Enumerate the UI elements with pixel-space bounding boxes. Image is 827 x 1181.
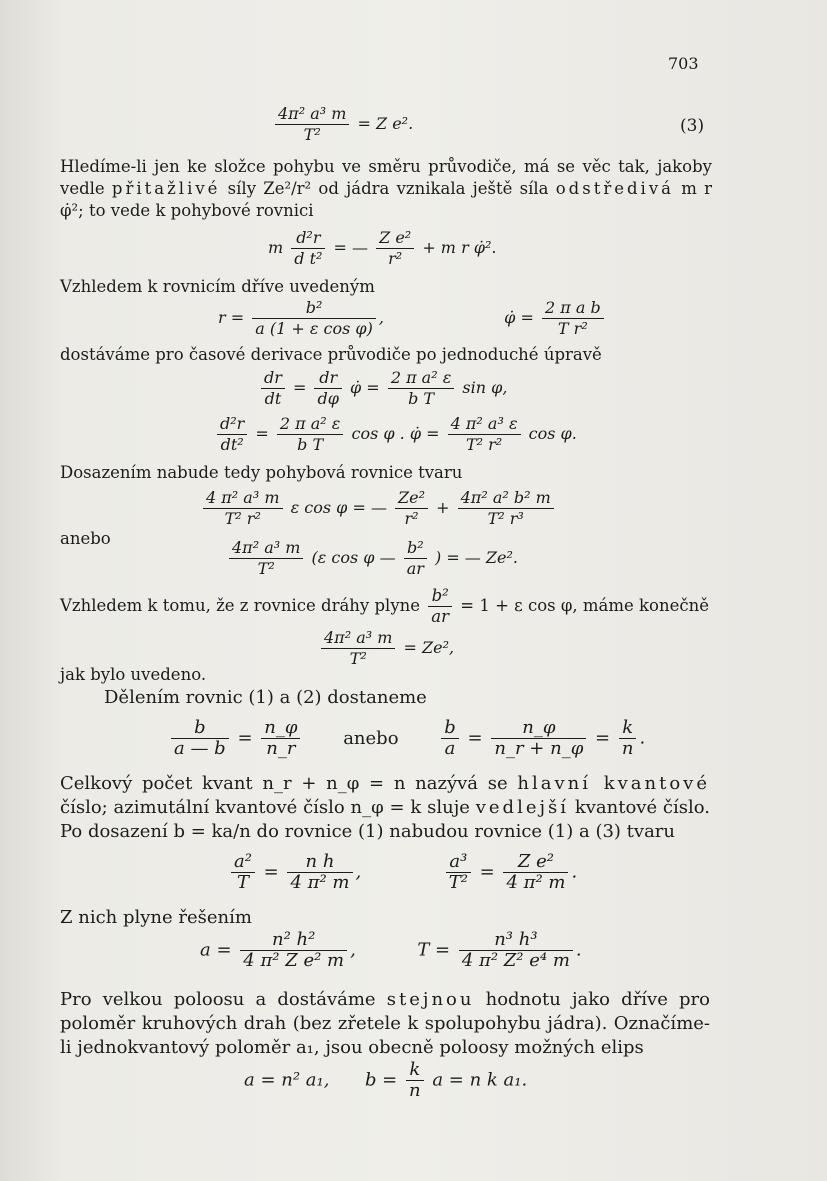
paragraph-8 — [60, 772, 710, 844]
eqt-num3: a³ — [446, 852, 471, 873]
eqsol-den1: 4 π² Z e² m — [243, 950, 345, 971]
eqt-num1: a² — [231, 852, 255, 873]
p1-text-b: síly Ze²/r² od jádra vznikala ještě síla — [220, 179, 556, 198]
eqdiv-eq2: = — [467, 727, 483, 749]
eqdr-num2: dr — [314, 368, 341, 389]
p1-emph-a: přitažlivé — [111, 179, 221, 198]
eqm-rhs: + m r φ̇². — [422, 238, 497, 257]
eqdr-num1: dr — [261, 368, 285, 389]
p1-emph-b: odstředivá — [555, 179, 674, 198]
eqdr-den1: dt — [264, 389, 282, 408]
eqdiv-num5: k — [619, 718, 637, 739]
equation-solution — [200, 930, 582, 971]
eqsol-num1: n² h² — [240, 930, 347, 951]
equation-3 — [272, 104, 413, 145]
p1-text-c: m r φ̇²; to vede k pohybové rovnici — [60, 179, 712, 220]
eqa-den2: r² — [404, 509, 419, 528]
equation-final — [244, 1060, 527, 1101]
eqr-comma: , — [378, 308, 384, 327]
eqc-den: T² — [349, 649, 367, 668]
eqa-num1: 4 π² a³ m — [203, 488, 283, 509]
eq3-num: 4π² a³ m — [275, 104, 349, 125]
p5-text-a: Vzhledem k tomu, že z rovnice dráhy plyne — [60, 596, 421, 615]
eqdiv-anebo: anebo — [343, 727, 399, 749]
eqb-paren-b: ) — [434, 548, 442, 567]
eqdiv-num3: b — [441, 718, 459, 739]
eqb-num1: 4π² a³ m — [229, 538, 303, 559]
eqdr-num3: 2 π a² ε — [388, 368, 455, 389]
eqsol-num2: n³ h³ — [459, 930, 573, 951]
equation-div — [168, 718, 645, 759]
eqc-num: 4π² a³ m — [321, 628, 395, 649]
eqa-mid: ε cos φ = — — [290, 498, 387, 517]
eqd2r-mid: cos φ . φ̇ = — [351, 424, 440, 443]
eqr-lhs2: φ̇ = — [504, 308, 534, 327]
eqb-paren-a: (ε cos φ — — [311, 548, 396, 567]
paragraph-9: Z nich plyne řešením — [60, 907, 252, 928]
p10-text-a: Pro velkou poloosu a dostáváme — [60, 989, 387, 1010]
eqm-num: d²r — [291, 228, 325, 249]
p8-text-c: kvantové číslo. Po dosazení b = ka/n do rovnice (1) nabudou rovnice (1) a (3) tvaru — [60, 797, 710, 842]
eqsol-end: . — [575, 939, 582, 961]
eqdiv-den4: n_r + n_φ — [494, 738, 584, 759]
eqd2r-rhs: cos φ. — [528, 424, 577, 443]
p5-num: b² — [428, 586, 452, 607]
equation-motion — [268, 228, 497, 269]
equation-b — [226, 538, 518, 579]
paragraph-5 — [60, 586, 712, 627]
eqr-num2: 2 π a b — [542, 298, 604, 319]
paragraph-3: dostáváme pro časové derivace průvodiče po jednoduché úpravě — [60, 345, 602, 364]
eqm-den: d t² — [294, 249, 323, 268]
eqt-den1: T — [236, 872, 249, 893]
paragraph-1 — [60, 156, 712, 222]
paragraph-4: Dosazením nabude tedy pohybová rovnice tvaru — [60, 463, 463, 482]
p5-text-b: = 1 + ε cos φ, máme konečně — [460, 596, 709, 615]
eqf-lhs1: a = n² a₁, — [244, 1069, 330, 1091]
anebo-label: anebo — [60, 529, 111, 548]
paragraph-10 — [60, 988, 710, 1060]
eqd2r-den1: dt² — [220, 435, 244, 454]
eqf-lhs2: b = — [364, 1069, 398, 1091]
equation-t: $\frac{\text{a²}}{T}$ = $\frac{\text{n h}}{\text{4 π² m}}$ , $\frac{\text{a³}}{\text{T²}}$ = $\frac{\text{Z e²}}{\text{4 π² m}}$ . — [228, 852, 577, 893]
p1-text-a: Hledíme-li jen ke složce pohybu ve směru průvodiče, má se věc tak, jakoby vedle — [60, 157, 712, 198]
eqt-end: . — [571, 861, 578, 883]
eqm-den2: r² — [388, 249, 403, 268]
eqdiv-num2: n_φ — [261, 718, 300, 739]
eqdiv-end: . — [639, 727, 646, 749]
eqdiv-den3: a — [444, 738, 456, 759]
eqm-num2: Z e² — [376, 228, 414, 249]
eqb-rhs: = — Ze². — [446, 548, 518, 567]
equation-c — [318, 628, 454, 669]
eqf-den: n — [409, 1080, 421, 1101]
p8-emph-a: hlavní kvantové — [517, 773, 710, 794]
eqd2r-den2: b T — [297, 435, 324, 454]
eqdr-rhs: sin φ, — [462, 378, 508, 397]
paragraph-2: Vzhledem k rovnicím dříve uvedeným — [60, 277, 375, 296]
eqa-plus: + — [436, 498, 450, 517]
eq3-den: T² — [303, 125, 321, 144]
eqt-num2: n h — [287, 852, 352, 873]
p8-text-b: číslo; azimutální kvantové číslo n_φ = k sluje — [60, 797, 476, 818]
eqm-mid: = — — [333, 238, 369, 257]
eqa-den1: T² r² — [224, 509, 261, 528]
equation-d2r: $\frac{\text{d²r}}{\text{dt²}}$ = $\frac{\text{2 π a² ε}}{\text{b T}}$ cos φ . φ̇ = $\frac{\text{4 π² a³ ε}}{\text{T² r²}}$ cos φ. — [214, 414, 577, 455]
eqdr-mid: φ̇ = — [350, 378, 380, 397]
eqt-den4: 4 π² m — [506, 872, 566, 893]
eqt-den3: T² — [448, 872, 468, 893]
eqc-rhs: = Ze², — [403, 638, 455, 657]
p10-emph-a: stejnou — [386, 989, 475, 1010]
eqb-den1: T² — [257, 559, 275, 578]
eqd2r-num3: 4 π² a³ ε — [448, 414, 521, 435]
paragraph-6: jak bylo uvedeno. — [60, 665, 207, 684]
eqsol-sep: , — [350, 939, 356, 961]
eqr-lhs: r = — [218, 308, 245, 327]
equation-r — [218, 298, 607, 339]
eqd2r-den3: T² r² — [465, 435, 503, 454]
eqt-den2: 4 π² m — [290, 872, 350, 893]
eqsol-lhs1: a = — [200, 939, 232, 961]
eqt-sep: , — [355, 861, 362, 883]
equation-dr: $\frac{dr}{dt}$ = $\frac{dr}{d\varphi}$ φ̇ = $\frac{\text{2 π a² ε}}{\text{b T}}$ sin φ, — [258, 368, 507, 409]
eqd2r-num1: d²r — [217, 414, 247, 435]
eqr-den: a (1 + ε cos φ) — [255, 319, 373, 338]
eqf-num: k — [406, 1060, 424, 1081]
eqdiv-num4: n_φ — [491, 718, 586, 739]
eqdiv-den5: n — [621, 738, 634, 759]
eqd2r-num2: 2 π a² ε — [277, 414, 344, 435]
eqdiv-den2: n_r — [266, 738, 296, 759]
eqr-den2: T r² — [557, 319, 588, 338]
eqa-num3: 4π² a² b² m — [458, 488, 554, 509]
eqdiv-eq1: = — [237, 727, 253, 749]
p5-den: ar — [431, 607, 450, 626]
eqdr-den2: dφ — [317, 389, 339, 408]
eqt-num4: Z e² — [503, 852, 568, 873]
eqm-lhs: m — [268, 238, 284, 257]
p8-emph-b: vedlejší — [475, 797, 570, 818]
eqdiv-eq3: = — [595, 727, 611, 749]
eqdiv-num1: b — [171, 718, 229, 739]
eqr-num: b² — [252, 298, 376, 319]
paragraph-7: Dělením rovnic (1) a (2) dostaneme — [104, 687, 427, 708]
eqsol-den2: 4 π² Z² e⁴ m — [461, 950, 570, 971]
equation-a — [200, 488, 557, 529]
eqdr-den3: b T — [408, 389, 435, 408]
equation-number: (3) — [680, 116, 705, 136]
eqdiv-den1: a — b — [174, 738, 226, 759]
eqsol-lhs2: T = — [417, 939, 451, 961]
eqb-num2: b² — [404, 538, 427, 559]
eq3-rhs: = Z e². — [357, 114, 414, 133]
p10-text-b: hodnotu jako dříve pro poloměr kruhových drah (bez zřetele k spolupohybu jádra). Označíme-li jednokvantový poloměr a₁, jsou obecně poloosy možných elips — [60, 989, 710, 1058]
eqa-den3: T² r³ — [487, 509, 524, 528]
p8-text-a: Celkový počet kvant n_r + n_φ = n nazývá se — [60, 773, 518, 794]
eqb-den2: ar — [406, 559, 424, 578]
page-number: 703 — [668, 54, 699, 73]
eqf-rhs: a = n k a₁. — [432, 1069, 528, 1091]
eqa-num2: Ze² — [395, 488, 428, 509]
